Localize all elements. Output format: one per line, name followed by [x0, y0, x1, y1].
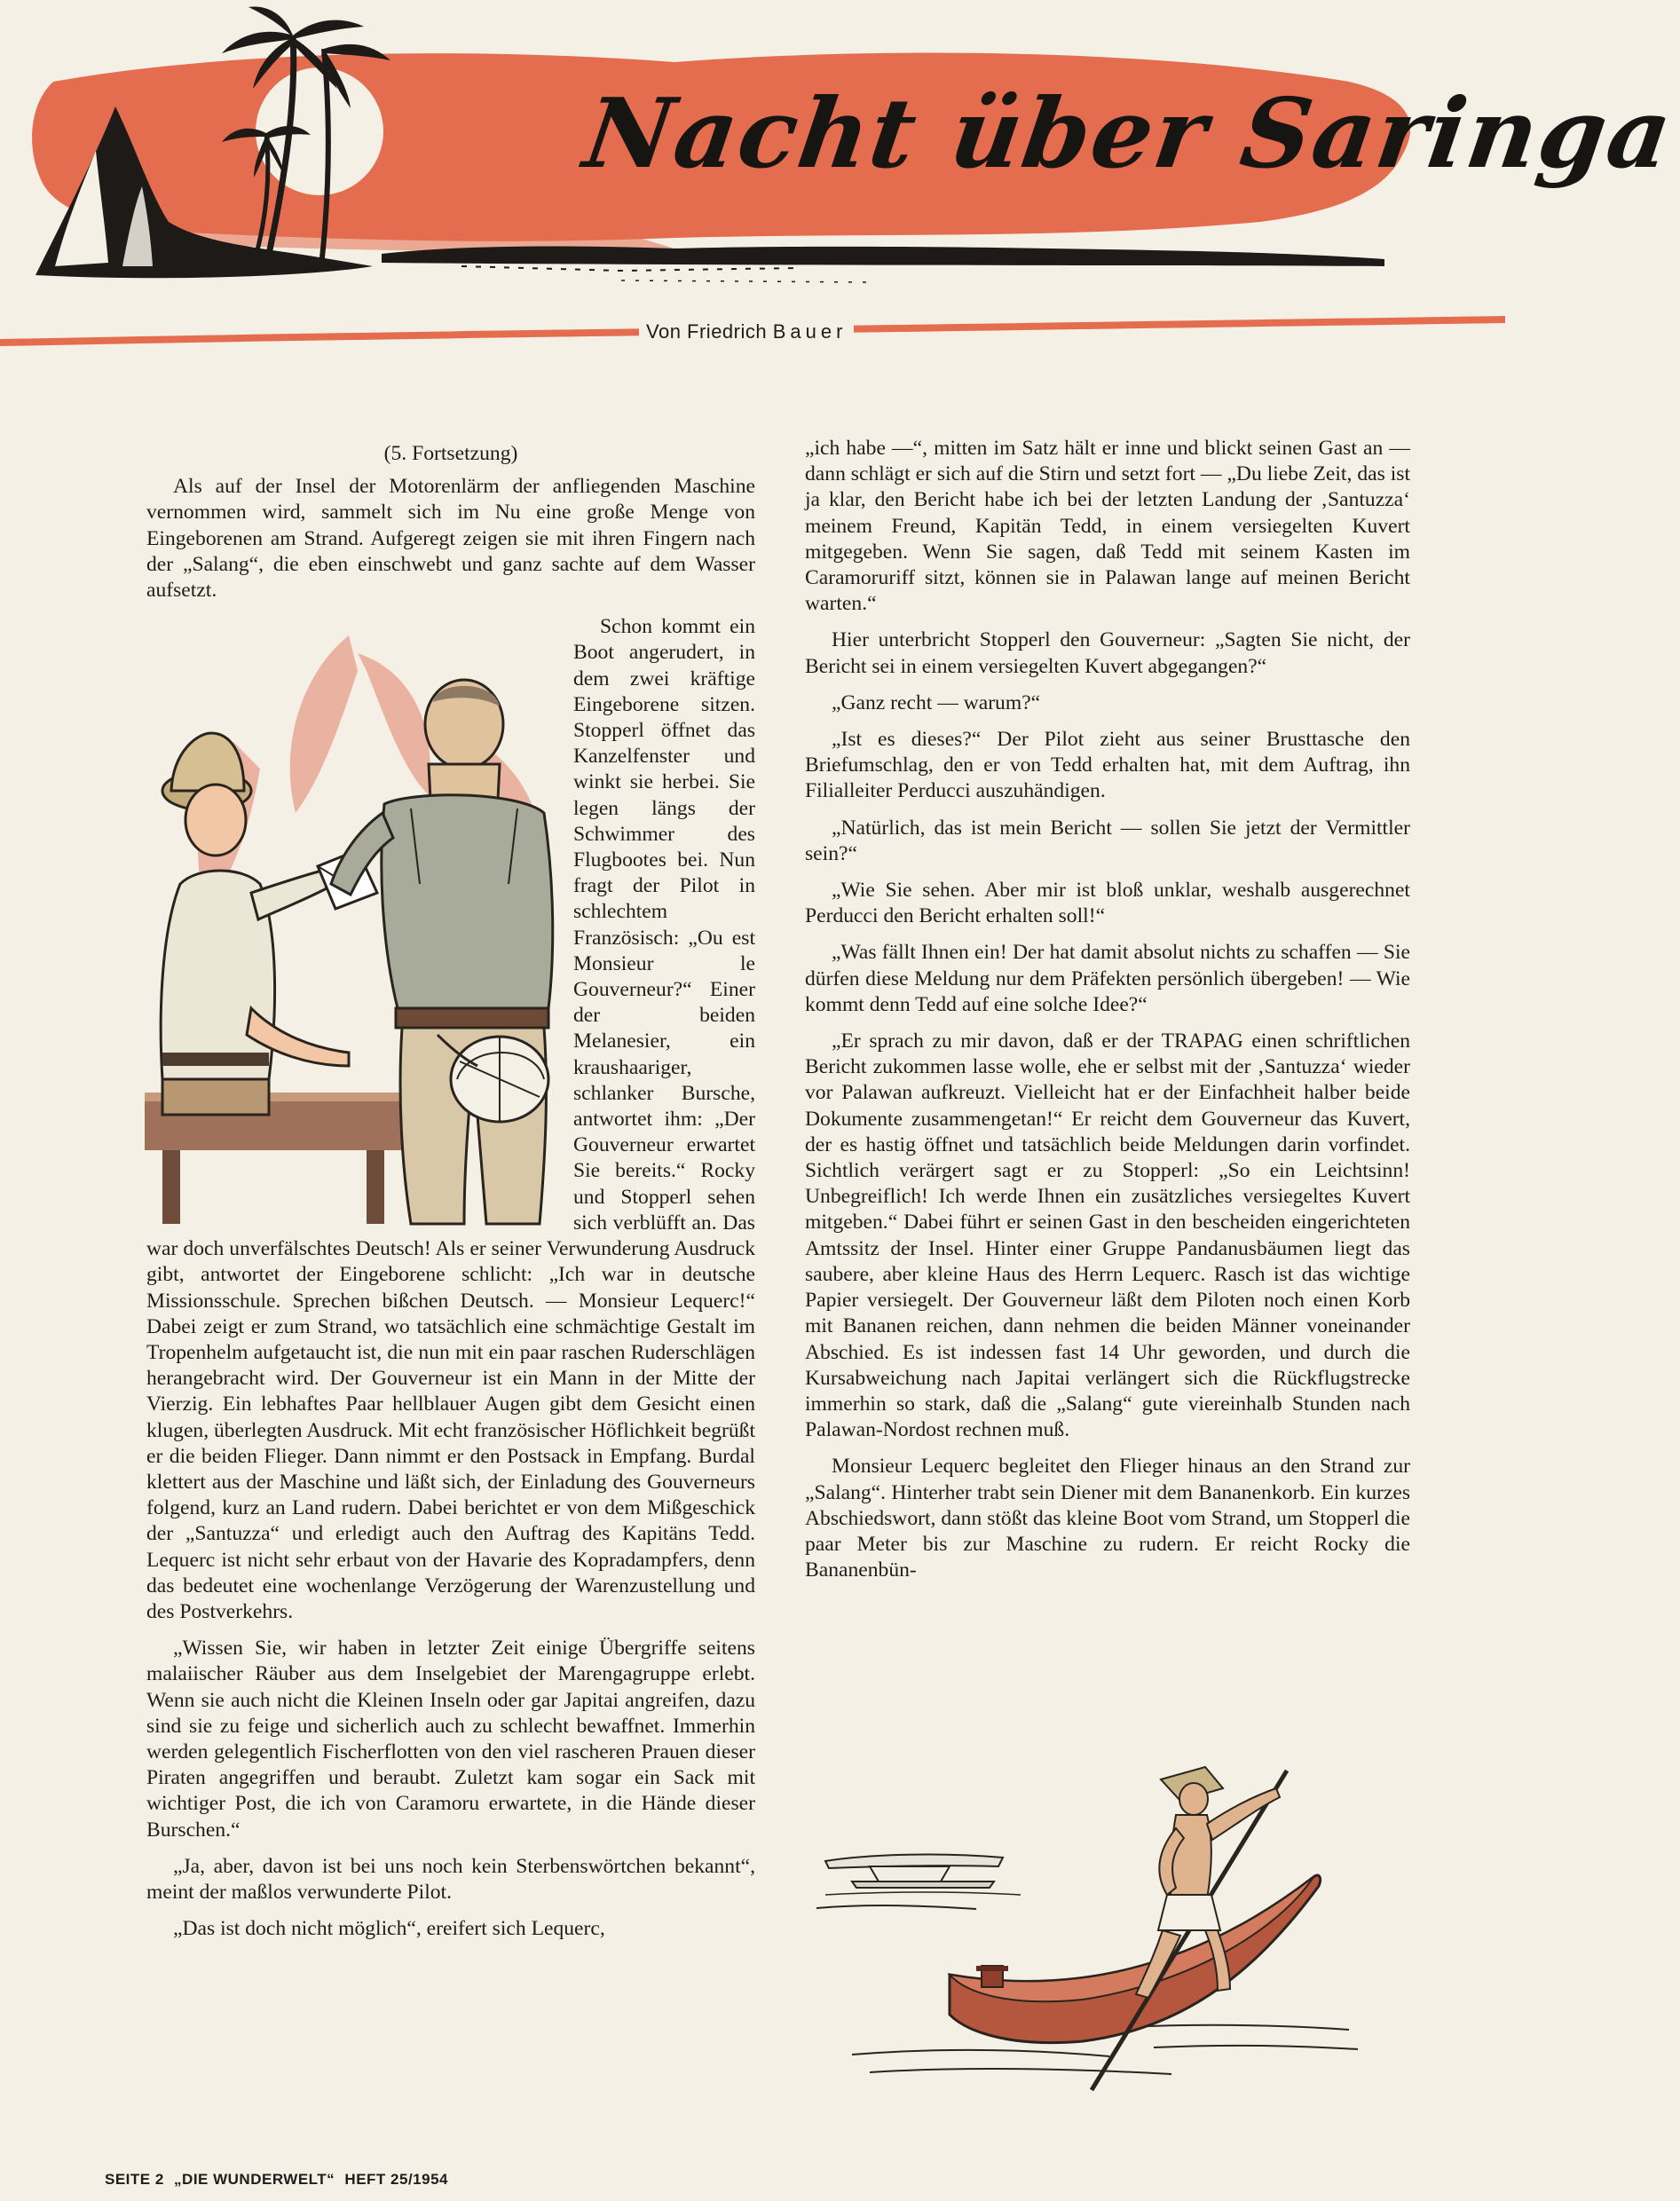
paragraph: „Das ist doch nicht möglich“, ereifert sich Lequerc,: [173, 1917, 605, 1941]
paragraph: „Wissen Sie, wir haben in letzter Zeit einige Übergriffe seitens malaiischer Räuber aus dem Inselgebiet der Marengagruppe erlebt. Wenn sie auch nicht die Kleinen Inseln oder gar Japitai angreifen, dazu sind sie zu feige und sicherlich auch zu schlecht bewaffnet. Immerhin werden gelegentlich Fischerflotten von den viel rascheren Prauen dieser Piraten angegriffen und beraubt. Zuletzt kam sogar ein Sack mit wichtiger Post, die ich von Caramoru erwartete, in die Hände dieser Burschen.“: [146, 1637, 755, 1842]
continuation-note: (5. Fortsetzung): [383, 442, 518, 465]
native-rowing-boat-illustration: [816, 1762, 1367, 2090]
pilot-and-governor-envelope-illustration: [145, 618, 557, 1224]
seaplane-silhouette: [825, 1855, 1021, 1895]
page-number: SEITE 2: [105, 2171, 164, 2188]
paragraph: Als auf der Insel der Motorenlärm der anfliegenden Maschine vernommen wird, sammelt sich im Nu eine große Menge von Eingeborenen am Strand. Aufgeregt zeigen sie mit ihren Fingern nach der „Salang“, die eben einschwebt und ganz sachte auf dem Wasser aufsetzt.: [146, 475, 755, 603]
paragraph: „Ist es dieses?“ Der Pilot zieht aus seiner Brusttasche den Briefumschlag, den er von Tedd erhalten hat, mit dem Auftrag, ihn Filialleiter Perducci auszuhändigen.: [805, 728, 1410, 803]
paragraph: „Natürlich, das ist mein Bericht — sollen Sie jetzt der Vermittler sein?“: [805, 816, 1410, 865]
byline-author: Bauer: [772, 320, 848, 343]
right-column: [805, 436, 1410, 1594]
paragraph: „Ja, aber, davon ist bei uns noch kein Sterbenswörtchen bekannt“, meint der maßlos verwunderte Pilot.: [146, 1854, 755, 1904]
header-banner: [0, 0, 1680, 355]
left-column: [146, 441, 755, 1952]
paragraph: Monsieur Lequerc begleitet den Flieger hinaus an den Strand zur „Salang“. Hinterher trabt sein Diener mit dem Bananenkorb. Ein kurzes Abschiedswort, dann stößt das kleine Boot vom Strand, um Stopperl die paar Meter bis zur Maschine zu rudern. Er reicht Rocky die Bananenbün-: [805, 1455, 1410, 1582]
paragraph: „Was fällt Ihnen ein! Der hat damit absolut nichts zu schaffen — Sie dürfen diese Meldung nur dem Präfekten persönlich übergeben! — Wie kommt denn Tedd auf eine solche Idee?“: [805, 941, 1410, 1016]
paragraph: Hier unterbricht Stopperl den Gouverneur: „Sagten Sie nicht, der Bericht sei in einem versiegelten Kuvert abgegangen?“: [805, 628, 1410, 678]
magazine-name: „DIE WUNDERWELT“: [174, 2171, 335, 2188]
paragraph: Schon kommt ein Boot angerudert, in dem zwei kräftige Eingeborene sitzen. Stopperl öffnet das Kanzelfenster und winkt sie herbei. Sie legen längs der Schwimmer des Flugbootes bei. Nun fragt der Pilot in schlechtem Französisch: „Ou est Monsieur le Gouverneur?“ Einer der beiden Melanesier, ein kraushaariger, schlanker Bursche, antwortet ihm: „Der Gouverneur erwartet Sie bereits.“ Rocky und Stopperl sehen sich verblüfft an. Das war doch unverfälschtes Deutsch! Als er seiner Verwunderung Ausdruck gibt, antwortet der Eingeborene schlicht: „Ich war in deutsche Missionsschule. Sprechen bißchen Deutsch. — Monsieur Lequerc!“ Dabei zeigt er zum Strand, wo tatsächlich eine schmächtige Gestalt im Tropenhelm aufgetaucht ist, die nun mit ein paar raschen Ruderschlägen herangebracht wird. Der Gouverneur ist ein Mann in der Mitte der Vierzig. Ein lebhaftes Paar hellblauer Augen gibt dem Gesicht einen klugen, überlegten Ausdruck. Mit echt französischer Höflichkeit begrüßt er die beiden Flieger. Dann nimmt er den Postsack in Empfang. Burdal klettert aus der Maschine und läßt sich, der Einladung des Gouverneurs folgend, kurz an Land rudern. Dabei berichtet er von dem Mißgeschick der „Santuzza“ und erledigt auch den Auftrag des Kapitäns Tedd. Lequerc ist nicht sehr erbaut von der Havarie des Kopradampfers, denn das bedeutet eine wochenlange Verzögerung der Warenzustellung und des Postverkehrs.: [146, 615, 755, 1623]
byline-prefix: Von Friedrich: [646, 320, 768, 343]
paragraph: „Er sprach zu mir davon, daß er der TRAPAG einen schriftlichen Bericht zukommen lasse wolle, ehe er selbst mit der ‚Santuzza‘ wieder vor Palawan aufkreuzt. Vielleicht hat er der Einfachheit halber beide Dokumente zusammengetan!“ Er reicht dem Gouverneur das Kuvert, der es hastig öffnet und tatsächlich beide Meldungen darin vorfindet. Sichtlich verärgert sagt er zu Stopperl: „So ein Leichtsinn! Unbegreiflich! Ich werde Ihnen ein zusätzliches versiegeltes Kuvert mitgeben.“ Dabei führt er seinen Gast in den bescheiden eingerichteten Amtssitz der Insel. Hinter einer Gruppe Pandanusbäumen liegt das saubere, aber kleine Haus des Herrn Lequerc. Rasch ist das wichtige Papier versiegelt. Der Gouverneur läßt dem Piloten noch einen Korb mit Bananen reichen, dann nehmen die beiden Männer voneinander Abschied. Es ist indessen fast 14 Uhr geworden, und durch die Kursabweichung nach Japitai verlängert sich die Rückflugstrecke immerhin so stark, daß die „Salang“ gute viereinhalb Stunden nach Palawan-Nordost rechnen muß.: [805, 1030, 1410, 1442]
page-title: Nacht über Saringa: [578, 78, 1680, 190]
page-footer: [105, 2171, 454, 2189]
issue-number: HEFT 25/1954: [344, 2171, 448, 2188]
byline: [639, 320, 854, 343]
paragraph: „Ganz recht — warum?“: [832, 690, 1041, 714]
paragraph: „ich habe —“, mitten im Satz hält er inne und blickt seinen Gast an — dann schlägt er sich auf die Stirn und setzt fort — „Du liebe Zeit, das ist ja klar, den Bericht habe ich bei der letzten Landung der ‚Santuzza‘ meinem Freund, Kapitän Tedd, in einem versiegelten Kuvert mitgegeben. Wenn Sie sagen, daß Tedd mit seinem Kasten im Caramoruriff sitzt, können sie in Palawan lange auf meinen Bericht warten.“: [805, 437, 1410, 616]
paragraph: „Wie Sie sehen. Aber mir ist bloß unklar, weshalb ausgerechnet Perducci den Bericht erhalten soll!“: [805, 879, 1410, 928]
